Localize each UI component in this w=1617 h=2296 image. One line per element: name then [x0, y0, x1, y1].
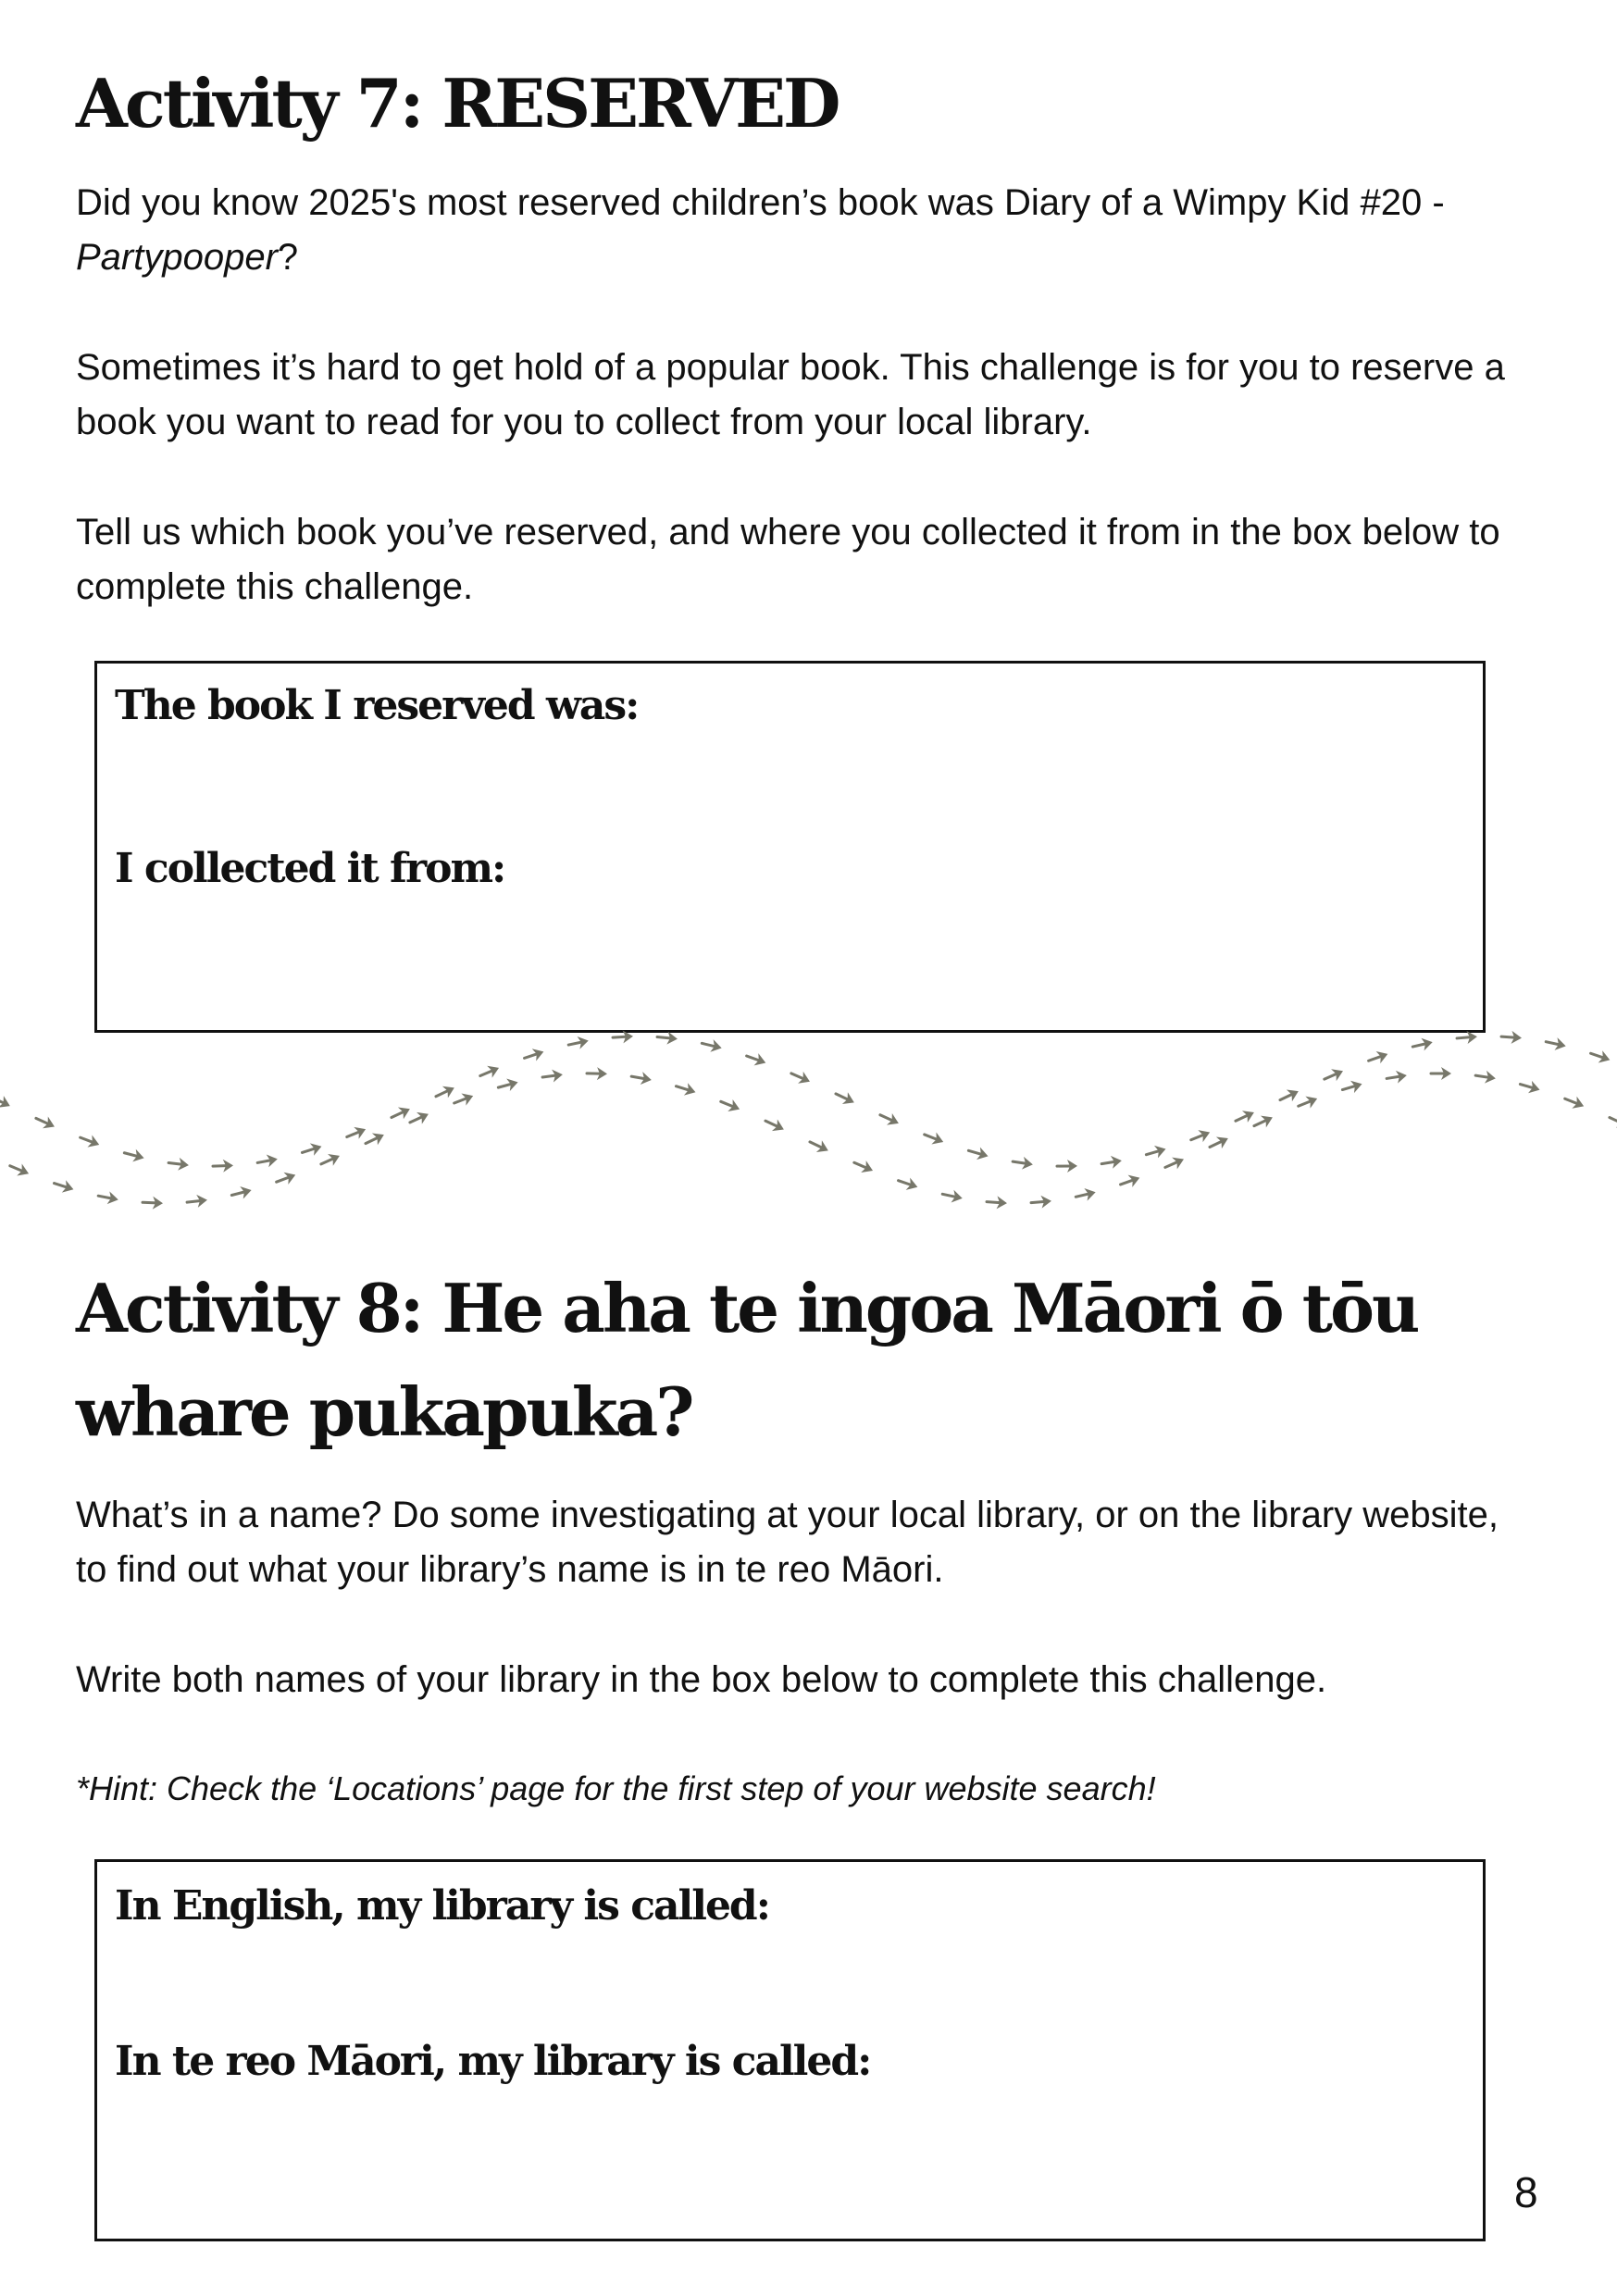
- arrow-mark: [1207, 1133, 1231, 1153]
- arrow-mark: [1075, 1185, 1098, 1203]
- arrow-mark: [1545, 1036, 1567, 1052]
- activity-7-paragraph-2: Sometimes it’s hard to get hold of a popular book. This challenge is for you to reserve a book you want to read for you to collect from your local library.: [76, 347, 1505, 442]
- arrow-mark: [168, 1157, 190, 1173]
- english-name-label: In English, my library is called:: [115, 1882, 769, 1930]
- arrow-mark: [1518, 1078, 1541, 1097]
- arrow-mark: [1101, 1154, 1123, 1170]
- arrow-mark: [1144, 1143, 1167, 1161]
- arrow-mark: [452, 1090, 476, 1110]
- arrow-mark: [922, 1128, 946, 1148]
- book-reserved-label: The book I reserved was:: [115, 682, 639, 729]
- activity-8-paragraph-2: Write both names of your library in the box below to complete this challenge.: [76, 1659, 1327, 1700]
- arrow-mark: [256, 1153, 279, 1170]
- arrow-mark: [97, 1189, 119, 1206]
- arrow-mark: [744, 1049, 767, 1069]
- arrow-mark: [896, 1174, 919, 1193]
- arrow-mark: [613, 1030, 634, 1044]
- arrow-mark: [718, 1096, 742, 1115]
- intro-end: ?: [277, 237, 299, 278]
- maori-name-label: In te reo Māori, my library is called:: [115, 2038, 871, 2085]
- arrow-mark: [300, 1140, 323, 1159]
- bird-footprint-arrows-decoration: [0, 1018, 1617, 1259]
- activity-8-paragraph-1: What’s in a name? Do some investigating at your local library, or on the library website, to find out what your library’s name is in te reo Māori.: [76, 1495, 1499, 1590]
- arrow-mark: [1233, 1107, 1257, 1127]
- arrow-mark: [567, 1035, 590, 1051]
- arrow-mark: [656, 1031, 678, 1046]
- arrow-mark: [478, 1061, 502, 1082]
- arrow-mark: [213, 1159, 233, 1173]
- arrow-mark: [1322, 1065, 1346, 1086]
- arrow-mark: [941, 1187, 964, 1204]
- arrow-mark: [123, 1147, 146, 1164]
- arrow-mark: [1118, 1172, 1141, 1191]
- arrow-mark: [1012, 1155, 1034, 1171]
- activity-7-intro: [76, 176, 1520, 285]
- book-title-italic: Partypooper: [76, 237, 278, 278]
- arrow-mark: [541, 1068, 564, 1084]
- arrow-mark: [1431, 1067, 1451, 1080]
- reserved-book-answer-box[interactable]: [94, 661, 1486, 1033]
- page-number: 8: [1514, 2168, 1538, 2216]
- arrow-mark: [497, 1076, 520, 1094]
- arrow-mark: [0, 1091, 13, 1111]
- arrow-mark: [1163, 1153, 1187, 1173]
- arrow-mark: [318, 1149, 342, 1170]
- arrow-mark: [78, 1132, 102, 1151]
- arrow-mark: [1188, 1126, 1213, 1146]
- arrow-mark: [363, 1129, 387, 1149]
- arrow-mark: [389, 1103, 413, 1123]
- arrow-mark: [522, 1046, 545, 1064]
- arrow-mark: [833, 1088, 857, 1109]
- arrow-mark: [52, 1177, 75, 1196]
- arrow-mark: [344, 1123, 368, 1143]
- arrow-mark: [807, 1136, 831, 1157]
- arrow-mark: [1607, 1111, 1617, 1132]
- arrow-mark: [630, 1070, 653, 1086]
- arrow-mark: [587, 1067, 607, 1080]
- activity-7-title: Activity 7: RESERVED: [76, 64, 839, 143]
- arrow-mark: [274, 1169, 298, 1188]
- arrow-mark: [674, 1080, 697, 1098]
- arrow-mark: [1296, 1093, 1320, 1112]
- arrow-mark: [7, 1160, 31, 1179]
- arrow-mark: [33, 1112, 57, 1133]
- arrow-mark: [407, 1108, 431, 1128]
- arrow-mark: [1588, 1048, 1611, 1066]
- arrow-mark: [852, 1157, 876, 1177]
- arrow-mark: [230, 1184, 254, 1201]
- activity-8-hint: *Hint: Check the ‘Locations’ page for the first step of your website search!: [76, 1769, 1156, 1807]
- arrow-mark: [701, 1037, 724, 1055]
- collected-from-label: I collected it from:: [115, 845, 505, 892]
- activity-7-paragraph-3: Tell us which book you’ve reserved, and where you collected it from in the box below to complete this challenge.: [76, 512, 1500, 607]
- arrow-mark: [1277, 1086, 1301, 1106]
- arrow-mark: [186, 1194, 207, 1209]
- arrow-mark: [433, 1082, 457, 1102]
- arrow-mark: [966, 1145, 989, 1163]
- arrow-mark: [1562, 1093, 1586, 1112]
- arrow-mark: [1057, 1160, 1077, 1173]
- activity-8-title: Activity 8: He aha te ingoa Māori ō tōu whare pukapuka?: [76, 1269, 1418, 1451]
- arrow-mark: [1412, 1036, 1435, 1053]
- arrow-mark: [763, 1115, 787, 1136]
- intro-text: Did you know 2025's most reserved children’s book was Diary of a Wimpy Kid #20 -: [76, 182, 1445, 223]
- arrow-mark: [1501, 1030, 1523, 1045]
- arrow-mark: [1340, 1078, 1363, 1097]
- arrow-mark: [877, 1109, 902, 1129]
- arrow-mark: [789, 1067, 813, 1087]
- arrow-mark: [1251, 1111, 1275, 1132]
- arrow-mark: [1456, 1030, 1477, 1045]
- library-names-answer-box[interactable]: [94, 1859, 1486, 2241]
- arrow-mark: [1474, 1069, 1497, 1085]
- arrow-mark: [987, 1196, 1008, 1210]
- arrow-mark: [143, 1196, 164, 1210]
- arrow-mark: [1386, 1069, 1408, 1085]
- arrow-mark: [1366, 1048, 1389, 1067]
- arrow-mark: [1030, 1195, 1051, 1210]
